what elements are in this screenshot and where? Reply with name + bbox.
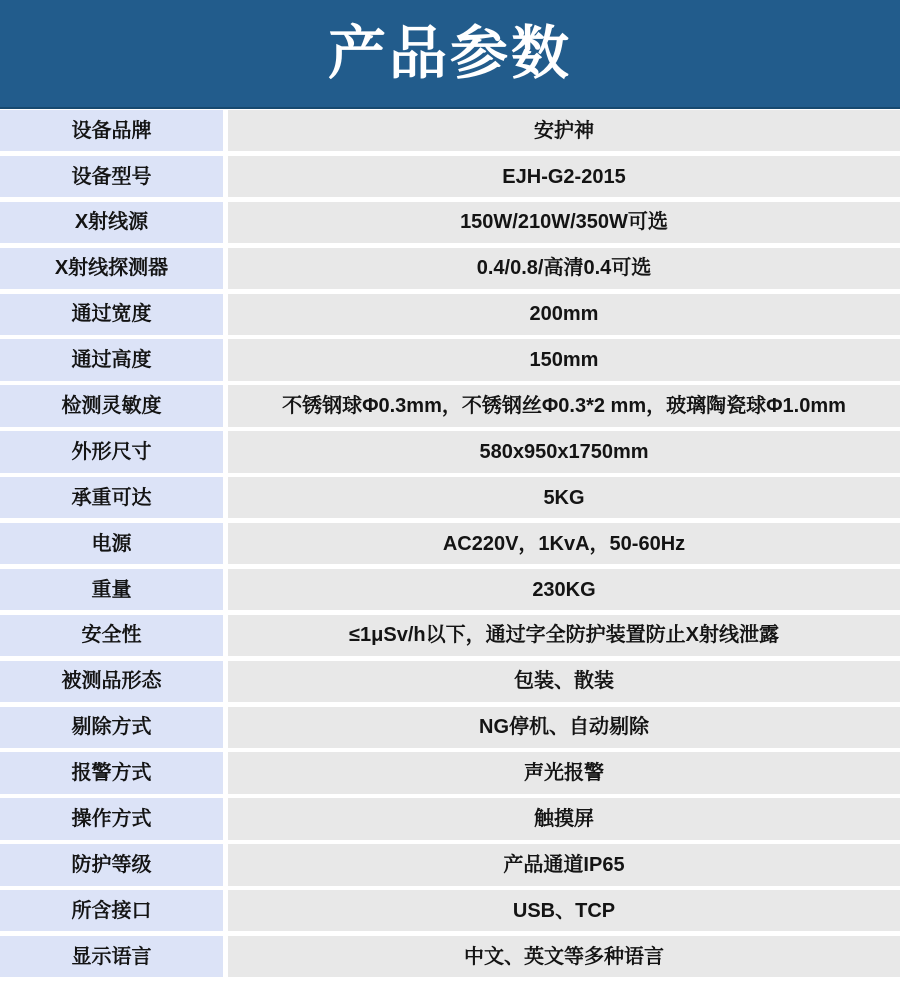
page-header xyxy=(0,0,900,109)
spec-value: 包装、散装 xyxy=(228,661,900,702)
table-row xyxy=(0,890,900,931)
spec-label: 通过宽度 xyxy=(0,294,223,335)
spec-label: 剔除方式 xyxy=(0,707,223,748)
spec-value: 0.4/0.8/高清0.4可选 xyxy=(228,248,900,289)
table-row xyxy=(0,294,900,335)
table-row xyxy=(0,615,900,656)
spec-value: 声光报警 xyxy=(228,752,900,793)
spec-value: 150W/210W/350W可选 xyxy=(228,202,900,243)
spec-label: X射线源 xyxy=(0,202,223,243)
table-row xyxy=(0,661,900,702)
table-row xyxy=(0,798,900,839)
spec-value: NG停机、自动剔除 xyxy=(228,707,900,748)
table-row xyxy=(0,477,900,518)
table-row xyxy=(0,385,900,426)
spec-label: 操作方式 xyxy=(0,798,223,839)
spec-label: 显示语言 xyxy=(0,936,223,977)
spec-table xyxy=(0,110,900,977)
spec-value: 中文、英文等多种语言 xyxy=(228,936,900,977)
spec-label: 外形尺寸 xyxy=(0,431,223,472)
table-row xyxy=(0,248,900,289)
table-row xyxy=(0,431,900,472)
spec-label: 被测品形态 xyxy=(0,661,223,702)
table-row xyxy=(0,752,900,793)
table-row xyxy=(0,110,900,151)
table-row xyxy=(0,523,900,564)
table-row xyxy=(0,202,900,243)
spec-value: 5KG xyxy=(228,477,900,518)
table-row xyxy=(0,569,900,610)
spec-label: 防护等级 xyxy=(0,844,223,885)
spec-value: USB、TCP xyxy=(228,890,900,931)
spec-label: 设备品牌 xyxy=(0,110,223,151)
spec-label: 重量 xyxy=(0,569,223,610)
spec-value: 不锈钢球Φ0.3mm，不锈钢丝Φ0.3*2 mm，玻璃陶瓷球Φ1.0mm xyxy=(228,385,900,426)
spec-label: X射线探测器 xyxy=(0,248,223,289)
table-row xyxy=(0,707,900,748)
spec-value: ≤1μSv/h以下，通过字全防护装置防止X射线泄露 xyxy=(228,615,900,656)
spec-label: 设备型号 xyxy=(0,156,223,197)
spec-value: AC220V，1KvA，50-60Hz xyxy=(228,523,900,564)
spec-label: 安全性 xyxy=(0,615,223,656)
table-row xyxy=(0,844,900,885)
spec-value: 安护神 xyxy=(228,110,900,151)
spec-label: 通过高度 xyxy=(0,339,223,380)
spec-label: 所含接口 xyxy=(0,890,223,931)
spec-label: 承重可达 xyxy=(0,477,223,518)
spec-value: 230KG xyxy=(228,569,900,610)
page-title: 产品参数 xyxy=(327,20,572,86)
spec-value: 150mm xyxy=(228,339,900,380)
spec-value: 580x950x1750mm xyxy=(228,431,900,472)
spec-value: 产品通道IP65 xyxy=(228,844,900,885)
table-row xyxy=(0,339,900,380)
table-row xyxy=(0,156,900,197)
spec-label: 检测灵敏度 xyxy=(0,385,223,426)
spec-label: 电源 xyxy=(0,523,223,564)
table-row xyxy=(0,936,900,977)
spec-label: 报警方式 xyxy=(0,752,223,793)
spec-value: 200mm xyxy=(228,294,900,335)
spec-value: EJH-G2-2015 xyxy=(228,156,900,197)
spec-value: 触摸屏 xyxy=(228,798,900,839)
